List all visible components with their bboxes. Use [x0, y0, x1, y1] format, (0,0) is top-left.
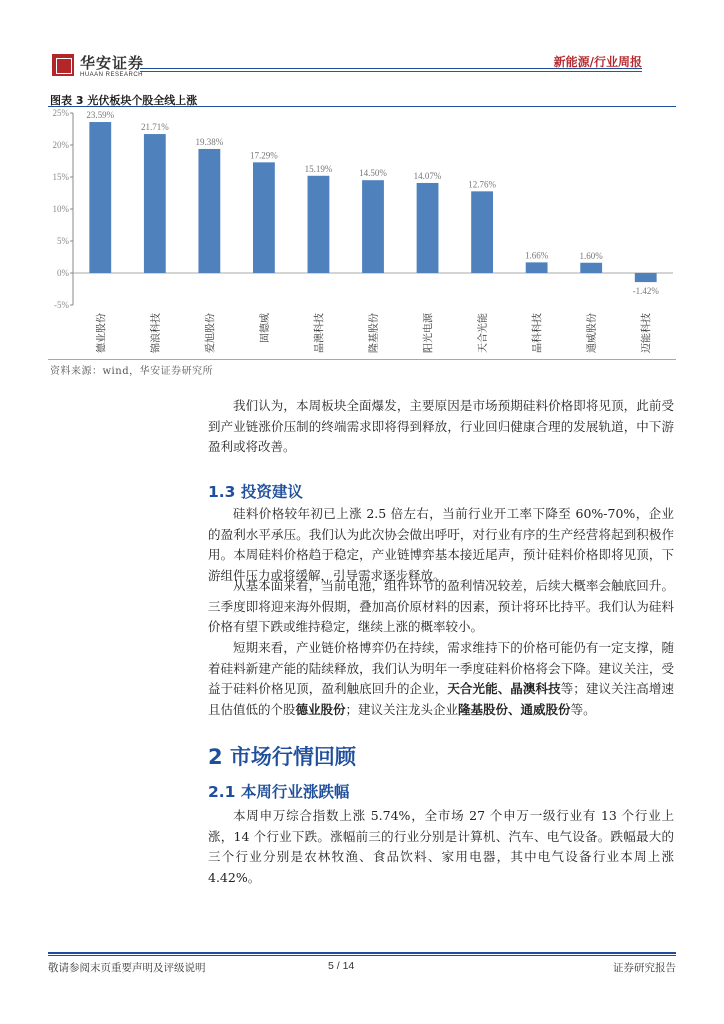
data-label: 1.66%	[525, 250, 549, 261]
header-divider	[140, 68, 642, 69]
figure-title: 图表 3 光伏板块个股全线上涨	[50, 94, 198, 107]
recommend-stocks-3: 隆基股份、通威股份	[458, 701, 571, 717]
category-label: 德业股份	[96, 313, 108, 353]
section-heading-1-3: 1.3 投资建议	[208, 483, 303, 501]
category-label: 通威股份	[587, 313, 599, 353]
y-tick-label: 5%	[57, 236, 69, 246]
paragraph-fundamentals: 从基本面来看，当前电池，组件环节的盈利情况较差，后续大概率会触底回升。三季度即将迎来海外假期，叠加高价原材料的因素，预计将环比持平。我们认为硅料价格有望下跌或维持稳定，继续上涨的概率较小。	[208, 578, 674, 634]
paragraph-recommendation: 短期来看，产业链价格博弈仍在持续，需求维持下的价格可能仍有一定支撑，随着硅料新建产能的陆续释放，我们认为明年一季度硅料价格将会下降。建议关注，受益于硅料价格见顶，盈利触底回升的企业，天合光能、晶澳科技等；建议关注高增速且估值低的个股德业股份；建议关注龙头企业隆基股份、通威股份等。	[208, 640, 674, 717]
category-label: 天合光能	[478, 313, 490, 353]
bar	[253, 162, 275, 273]
bar	[89, 122, 111, 273]
data-label: 21.71%	[140, 122, 169, 133]
data-label: 15.19%	[304, 163, 333, 174]
data-label: 17.29%	[250, 150, 278, 161]
bar	[417, 183, 439, 273]
category-label: 晶科科技	[532, 313, 544, 353]
bar	[308, 176, 330, 273]
y-tick-label: 10%	[52, 204, 69, 214]
data-label: -1.42%	[632, 286, 659, 297]
bar	[144, 134, 166, 273]
category-label: 迈能科技	[641, 313, 653, 353]
report-category: 新能源/行业周报	[553, 55, 642, 69]
figure-source: 资料来源：wind，华安证券研究所	[50, 366, 214, 377]
y-tick-label: 15%	[52, 172, 69, 182]
data-label: 19.38%	[195, 136, 224, 147]
bar	[580, 263, 602, 273]
category-label: 隆基股份	[369, 313, 380, 353]
y-tick-label: 20%	[52, 140, 69, 150]
bar-chart	[48, 107, 676, 359]
footer-divider-thin	[48, 955, 676, 956]
y-tick-label: 25%	[52, 108, 69, 118]
section-heading-2-1: 2.1 本周行业涨跌幅	[208, 783, 350, 801]
footer-report-type: 证券研究报告	[613, 962, 676, 974]
data-label: 1.60%	[579, 250, 603, 261]
bar	[471, 191, 493, 273]
data-label: 14.50%	[359, 168, 387, 179]
bar	[198, 149, 220, 273]
category-label: 固德威	[259, 313, 271, 343]
logo-mark-icon	[52, 54, 74, 76]
data-label: 14.07%	[413, 170, 442, 181]
recommend-stocks-2: 德业股份	[295, 701, 346, 717]
paragraph-silicon-price: 硅料价格较年初已上涨 2.5 倍左右，当前行业开工率下降至 60%-70%，企业的盈利水平承压。我们认为此次协会做出呼吁，对行业有序的生产经营将起到积极作用。本周硅料价格趋于稳定，产业链博弈基本接近尾声，预计硅料价格即将见顶，下游组件压力或将缓解，引导需求逐步释放。	[208, 506, 674, 583]
category-label: 锦浪科技	[150, 313, 162, 353]
y-tick-label: -5%	[54, 300, 69, 310]
y-tick-label: 0%	[57, 268, 69, 278]
bar	[526, 262, 548, 273]
paragraph-market-review: 本周申万综合指数上涨 5.74%，全市场 27 个申万一级行业有 13 个行业上涨，14 个行业下跌。涨幅前三的行业分别是计算机、汽车、电气设备。跌幅最大的三个行业分别是农林牧渔、食品饮料、家用电器，其中电气设备行业本周上涨 4.42%。	[208, 808, 674, 885]
bar	[635, 273, 657, 282]
header-divider-accent	[140, 71, 642, 72]
footer-disclaimer: 敬请参阅末页重要声明及评级说明	[48, 962, 206, 974]
section-heading-2: 2 市场行情回顾	[208, 745, 356, 769]
figure-bottom-rule	[48, 359, 676, 360]
page-number: 5 / 14	[328, 960, 355, 972]
category-label: 爱旭股份	[205, 313, 217, 353]
bar	[362, 180, 384, 273]
logo-subtext: HUAAN RESEARCH	[80, 72, 144, 78]
logo-text: 华安证券	[80, 54, 145, 72]
footer-divider	[48, 952, 676, 954]
paragraph-summary: 我们认为，本周板块全面爆发，主要原因是市场预期硅料价格即将见顶，此前受到产业链涨价压制的终端需求即将得到释放，行业回归健康合理的发展轨道，中下游盈利或将改善。	[208, 398, 674, 454]
data-label: 23.59%	[86, 110, 115, 121]
category-label: 晶澳科技	[314, 313, 326, 353]
category-label: 阳光电源	[423, 313, 435, 353]
data-label: 12.76%	[468, 179, 496, 190]
recommend-stocks-1: 天合光能、晶澳科技	[447, 681, 561, 696]
